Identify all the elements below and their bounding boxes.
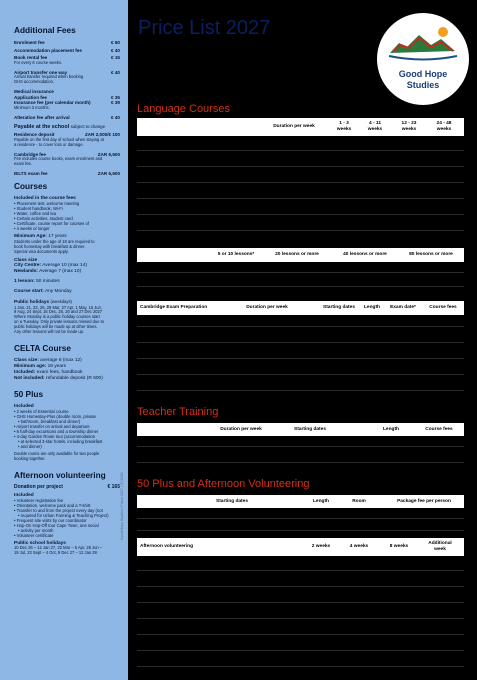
list-item: • 6 half-day excursions and a township dinner (14, 429, 120, 434)
fee-label: Accommodation placement fee (14, 47, 82, 53)
table-rule (137, 462, 464, 463)
fee-row (14, 115, 120, 121)
note-line: Double rooms are only available for two people (14, 450, 100, 456)
fee-note: exam fee. (14, 161, 32, 167)
list-item: • Certain activities, student card (14, 216, 120, 221)
table-rule (137, 166, 464, 167)
page-title: Price List 2027 (138, 17, 271, 39)
table-rule (137, 602, 464, 603)
teacher-training-title: Teacher Training (137, 406, 219, 418)
table-rule (137, 358, 464, 359)
fee-label: Book rental fee (14, 55, 48, 61)
school-holidays-label: Public school holidays (14, 541, 66, 547)
fee-value: € 60 (111, 40, 120, 45)
column-header: 2 weeks (311, 544, 331, 549)
column-header: 12 - 23 weeks (401, 121, 417, 132)
included-list (14, 409, 120, 449)
list-item: • 2 weeks of Essential course (14, 409, 120, 414)
teacher-header (137, 423, 464, 436)
list-item: • GHS Homestay-Plus (double room, private (14, 414, 120, 419)
table-rule (137, 182, 464, 183)
column-header: Starting dates (216, 499, 248, 504)
column-header: Duration per week (220, 427, 262, 432)
included-list (14, 201, 120, 231)
column-header: 40 lessons or more (343, 252, 387, 257)
table-rule (137, 150, 464, 151)
fee-label: Enrolment fee (14, 40, 45, 45)
fee-value: € 40 (111, 69, 120, 75)
list-item: • Student handbook, Wi-Fi (14, 206, 120, 211)
fee-value: ZAR 6,600 (97, 171, 120, 177)
column-header: Starting dates (294, 427, 326, 432)
column-header: Additional week (428, 541, 452, 552)
column-header: 20 lessons or more (275, 252, 319, 257)
fee-value: € 40 (111, 47, 120, 53)
column-header: 4 - 11 weeks (367, 121, 383, 132)
vertical-stamp: Good Hope Studies | Prices 2027 | 07/2026 (120, 472, 124, 540)
additional-fees-heading: Additional Fees (14, 25, 76, 35)
column-header: Length (383, 427, 399, 432)
table-rule (137, 342, 464, 343)
fee-label: Alteration fee after arrival (14, 114, 70, 120)
fee-note: Payable on the first day of school when staying at (14, 136, 104, 142)
included-label: Included (14, 403, 34, 409)
list-item: • and dinner) (14, 444, 120, 449)
note-line: Where Monday is a public holiday courses start (14, 314, 100, 320)
fee-note: a residence - to cover loss or damage. (14, 141, 84, 147)
column-header: Starting dates (323, 305, 355, 310)
note-line: Special visa documents apply. (14, 248, 69, 254)
language-courses-title: Language Courses (137, 103, 230, 115)
min-age: Minimum Age: 17 years (14, 233, 67, 239)
column-header: 4 weeks (349, 544, 369, 549)
fifty-plus-header (137, 495, 464, 508)
column-header: Package fee per person (397, 499, 451, 504)
list-item: • Certificate, course report for courses of (14, 221, 120, 226)
fee-label: Application fee (14, 94, 47, 100)
column-header: Cambridge Exam Preparation (140, 305, 208, 310)
table-rule (137, 390, 464, 391)
column-header: 1 - 3 weeks (336, 121, 352, 132)
note-line: 9 Aug, 24 Sept, 16 Dec, 25, 26 and 27 Dec 2027 (14, 309, 103, 315)
celta-line: Included: exam fees, handbook (14, 369, 83, 375)
course-start: Course start: Any Monday (14, 288, 72, 294)
list-item: • 4 weeks or longer (14, 226, 120, 231)
table-rule (137, 518, 464, 519)
fee-value: € 15 (111, 55, 120, 61)
list-item: • Hop-On Hop-Off tour Cape Town, one social (14, 523, 120, 528)
public-holidays: Public holidays (weekdays) (14, 298, 72, 305)
fee-label: IELTS exam fee (14, 171, 48, 177)
fee-note: Minimum 3 months. (14, 104, 50, 110)
note-line: book homestay with breakfast & dinner. (14, 243, 86, 249)
class-size-line: Newlands: Average 7 (max 10) (14, 268, 82, 274)
table-rule (137, 286, 464, 287)
fee-value: € 40 (111, 114, 120, 120)
payable-heading: Payable at the school subject to change (14, 124, 106, 131)
cambridge-header (137, 301, 464, 315)
column-header: Duration per week (246, 305, 288, 310)
volunteering-header (137, 538, 464, 556)
list-item: • Orientation, welcome pack and a T-shirt (14, 503, 120, 508)
table-rule (137, 230, 464, 231)
logo-name-line1: Good Hope (398, 69, 448, 79)
note-line: 10 Dec 26 – 12 Jan 27, 22 Mar – 5 Apr, 28 Jun – (14, 545, 103, 551)
fifty-plus-heading: 50 Plus (14, 388, 44, 399)
column-header: 5 or 10 lessons* (217, 252, 255, 257)
column-header: Length (364, 305, 380, 310)
fee-value: € 165 (107, 483, 120, 490)
fee-label: Cambridge fee (14, 151, 46, 157)
class-size-line: City Centre: Average 10 (max 14) (14, 262, 87, 268)
fee-label: Donation per project (14, 483, 63, 490)
note-line: booking together. (14, 455, 46, 461)
fee-value: € 39 (111, 100, 120, 106)
note-line: 1 Jan, 21, 22, 26, 29 Mar, 27 Apr, 1 May, 16 Jun, (14, 304, 102, 310)
list-item: • at selected 3-star hotels, including breakfast (14, 439, 120, 444)
medical-label: Medical insurance (14, 89, 54, 95)
sidebar (0, 0, 128, 680)
fee-note: Arrival transfer required when booking (14, 74, 84, 80)
fee-label: Airport transfer one way (14, 69, 68, 75)
list-item: • Airport transfer on arrival and departure (14, 424, 120, 429)
celta-line: Not included: refundable deposit (R 600) (14, 375, 103, 381)
lesson-length: 1 lesson: 50 minutes (14, 278, 60, 284)
fee-row (14, 485, 120, 491)
table-rule (137, 650, 464, 651)
list-item: • required for Urban Farming & Teaching Project) (14, 513, 120, 518)
fee-value: ZAR 2,000/€ 100 (85, 132, 120, 138)
courses-heading: Courses (14, 180, 48, 191)
table-rule (137, 666, 464, 667)
list-item: • activity per month (14, 528, 120, 533)
column-header: Length (313, 499, 329, 504)
table-rule (137, 634, 464, 635)
list-item: • Volunteer certificate (14, 533, 120, 538)
included-label: Included in the course fees (14, 195, 76, 201)
list-item: • bathroom, breakfast and dinner) (14, 419, 120, 424)
table-rule (137, 446, 464, 447)
logo-name-line2: Studies (406, 80, 440, 90)
fee-label: Insurance fee (per calendar month) (14, 100, 91, 106)
table-rule (137, 618, 464, 619)
language-header-1 (137, 118, 464, 136)
column-header: 24 - 48 weeks (436, 121, 452, 132)
column-header: Afternoon volunteering (140, 544, 194, 549)
column-header: 8 weeks (389, 544, 409, 549)
fee-value: € 35 (111, 94, 120, 100)
included-label: Included (14, 493, 34, 499)
included-list (14, 498, 120, 538)
column-header: Course fees (425, 427, 453, 432)
table-rule (137, 198, 464, 199)
table-rule (137, 214, 464, 215)
note-line: Any other lessons will not be made up. (14, 329, 85, 335)
table-rule (137, 374, 464, 375)
fee-label: Residence deposit (14, 132, 55, 138)
fifty-plus-title: 50 Plus and Afternoon Volunteering (137, 478, 310, 490)
column-header: 80 lessons or more (409, 252, 453, 257)
main-content (128, 0, 477, 680)
note-line: 19 Jul, 23 Sept – 4 Oct, 9 Dec 27 – 12 Jan 28 (14, 550, 97, 556)
fee-note: Fee includes course books, exam enrolment and (14, 156, 103, 162)
note-line: on a Tuesday. Only private lessons missed due to (14, 319, 105, 325)
list-item: • 4-day Garden Route tour (accommodation (14, 434, 120, 439)
class-size-label: Class size (14, 257, 38, 263)
column-header: Exam date* (390, 305, 416, 310)
table-rule (137, 570, 464, 571)
volunteering-heading: Afternoon volunteering (14, 469, 106, 480)
list-item: • Volunteer registration fee (14, 498, 120, 503)
celta-line: Class size: average 8 (max 12) (14, 357, 82, 363)
fee-value: ZAR 6,600 (97, 151, 120, 157)
fee-note: GHS accommodation. (14, 79, 55, 85)
column-header: Room (352, 499, 366, 504)
note-line: Students under the age of 18 are required to (14, 238, 95, 244)
list-item: • Water, coffee and tea (14, 211, 120, 216)
note-line: public holidays will be made up at other times. (14, 324, 98, 330)
list-item: • Placement test, welcome meeting (14, 201, 120, 206)
table-rule (137, 530, 464, 531)
logo (377, 13, 469, 105)
table-rule (137, 272, 464, 273)
column-header: Course fees (429, 305, 457, 310)
table-rule (137, 326, 464, 327)
celta-line: Minimum age: 18 years (14, 363, 66, 369)
column-header: Duration per week (273, 124, 315, 129)
fee-note: For every 6 course weeks. (14, 59, 63, 65)
logo-mountain-icon (385, 23, 461, 63)
celta-heading: CELTA Course (14, 342, 72, 353)
list-item: • Transfer to and from the project every day (not (14, 508, 120, 513)
list-item: • Frequent site visits by our coordinator (14, 518, 120, 523)
language-header-2 (137, 248, 464, 262)
table-rule (137, 586, 464, 587)
fee-row (14, 171, 120, 177)
